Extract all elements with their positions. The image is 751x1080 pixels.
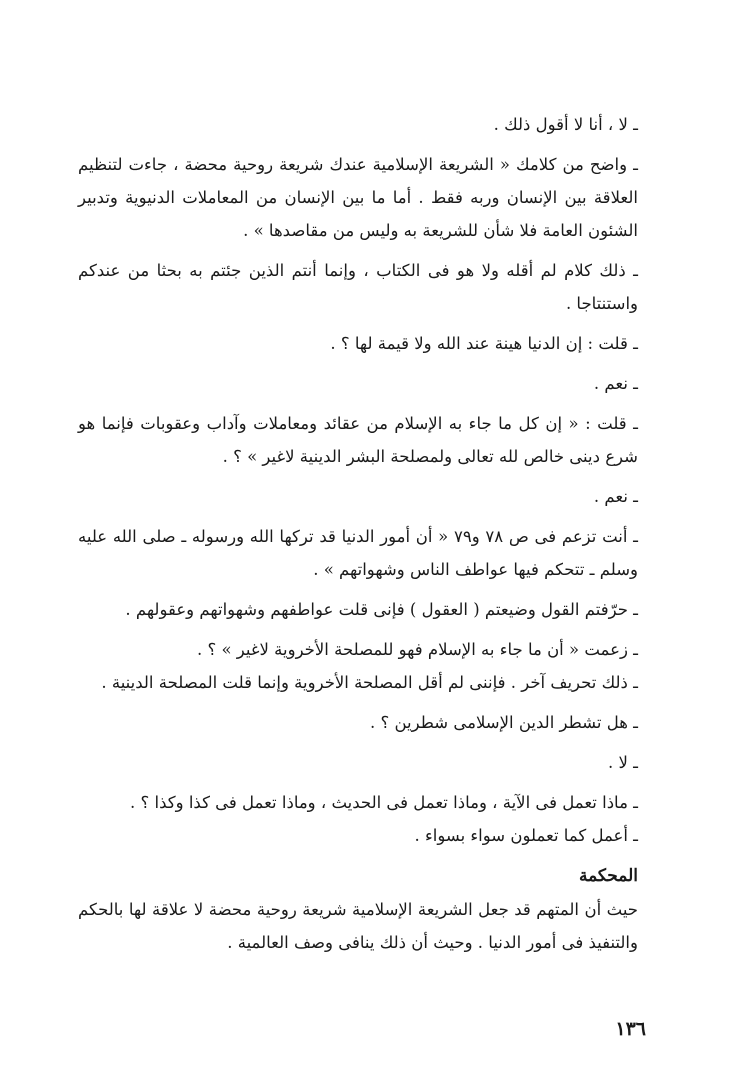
paragraph-what-do-you-do: ـ ماذا تعمل فى الآية ، وماذا تعمل فى الحديث ، وماذا تعمل فى كذا وكذا ؟ . [130,793,638,812]
paragraph-islam-question: ـ قلت : « إن كل ما جاء به الإسلام من عقائد ومعاملات وآداب وعقوبات فإنما هو شرع دينى خالص لله تعالى ولمصلحة البشر الدينية لاغير » ؟ . [78,414,638,466]
paragraph-another-distortion: ـ ذلك تحريف آخر . فإننى لم أقل المصلحة الأخروية وإنما قلت المصلحة الدينية . [101,673,638,692]
paragraph-claim-pages: ـ أنت تزعم فى ص ٧٨ و٧٩ « أن أمور الدنيا قد تركها الله ورسوله ـ صلى الله عليه وسلم ـ تتحكم فيها عواطف الناس وشهواتهم » . [78,527,638,579]
paragraph-distortion: ـ حرّفتم القول وضيعتم ( العقول ) فإنى قلت عواطفهم وشهواتهم وعقولهم . [125,600,638,619]
paragraph-not-in-book: ـ ذلك كلام لم أقله ولا هو فى الكتاب ، وإنما أنتم الذين جئتم به بحثا من عندكم واستنتاجا . [78,261,638,313]
paragraph-dunya-question: ـ قلت : إن الدنيا هينة عند الله ولا قيمة لها ؟ . [330,334,638,353]
page-number: ١٣٦ [615,1018,646,1040]
paragraph-split-question: ـ هل تشطر الدين الإسلامى شطرين ؟ . [370,713,638,732]
paragraph-yes-2: ـ نعم . [593,487,638,506]
page-body [78,108,638,966]
paragraph-afterlife-claim: ـ زعمت « أن ما جاء به الإسلام فهو للمصلحة الأخروية لاغير » ؟ . [196,640,638,659]
paragraph-yes-1: ـ نعم . [593,374,638,393]
paragraph-verdict: حيث أن المتهم قد جعل الشريعة الإسلامية شريعة روحية محضة لا علاقة لها بالحكم والتنفيذ فى أمور الدنيا . وحيث أن ذلك ينافى وصف العالمية . [78,900,638,952]
paragraph-no: ـ لا . [608,753,638,772]
section-heading: المحكمة [578,866,638,886]
paragraph-denial: ـ لا ، أنا لا أقول ذلك . [493,115,638,134]
paragraph-answer: ـ أعمل كما تعملون سواء بسواء . [414,826,638,845]
paragraph-quote-sharia: ـ واضح من كلامك « الشريعة الإسلامية عندك شريعة روحية محضة ، جاءت لتنظيم العلاقة بين الإنسان وربه فقط . أما ما بين الإنسان من المعاملات الدنيوية وتدبير الشئون العامة فلا شأن للشريعة به وليس من مقاصدها » . [78,155,638,240]
